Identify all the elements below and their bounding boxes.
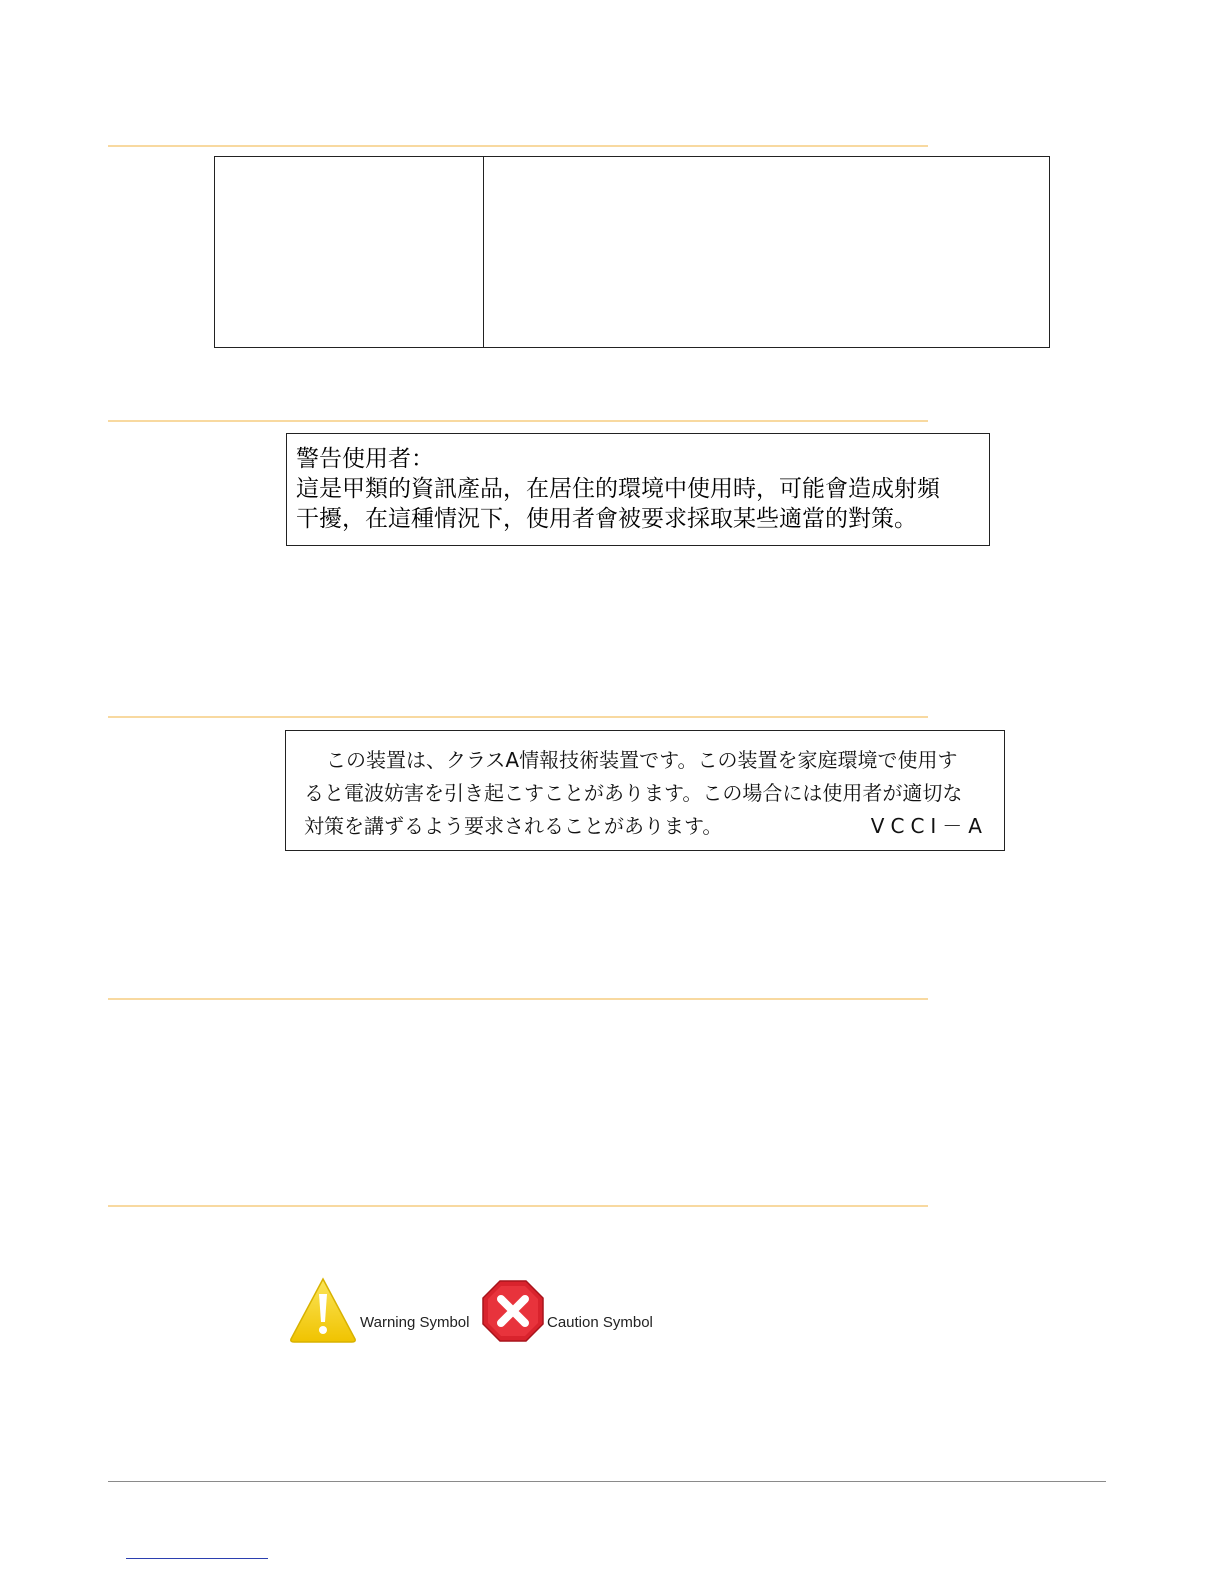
footer-rule bbox=[108, 1481, 1106, 1482]
table-cell-right bbox=[484, 157, 1049, 347]
vcci-mark: VCCI－A bbox=[870, 814, 988, 838]
taiwan-warning-line-1: 這是甲類的資訊產品，在居住的環境中使用時，可能會造成射頻 bbox=[296, 476, 940, 502]
taiwan-class-a-warning-box bbox=[286, 433, 990, 546]
table-cell-left bbox=[215, 157, 484, 347]
warning-symbol-label: Warning Symbol bbox=[360, 1314, 470, 1331]
section-rule-2 bbox=[108, 420, 928, 422]
section-rule-3 bbox=[108, 716, 928, 718]
caution-symbol-label: Caution Symbol bbox=[547, 1314, 653, 1331]
vcci-notice-line-3: 対策を講ずるよう要求されることがあります。 bbox=[304, 814, 723, 838]
caution-stop-icon bbox=[482, 1280, 544, 1342]
empty-info-table bbox=[214, 156, 1050, 348]
section-rule-4 bbox=[108, 998, 928, 1000]
section-rule-1 bbox=[108, 145, 928, 147]
vcci-class-a-notice-box bbox=[285, 730, 1005, 851]
vcci-notice-line-3-wrap bbox=[304, 810, 988, 843]
section-rule-5 bbox=[108, 1205, 928, 1207]
taiwan-warning-heading: 警告使用者： bbox=[296, 446, 434, 472]
safety-symbols bbox=[288, 1276, 688, 1348]
vcci-notice-line-1: この装置は、クラスA情報技術装置です。この装置を家庭環境で使用す bbox=[326, 748, 958, 772]
taiwan-warning-line-2: 干擾，在這種情況下，使用者會被要求採取某些適當的對策。 bbox=[296, 506, 917, 532]
warning-triangle-icon bbox=[288, 1276, 358, 1344]
footer-link-underline bbox=[126, 1558, 268, 1559]
vcci-notice-line-2: ると電波妨害を引き起こすことがあります。この場合には使用者が適切な bbox=[304, 781, 963, 805]
